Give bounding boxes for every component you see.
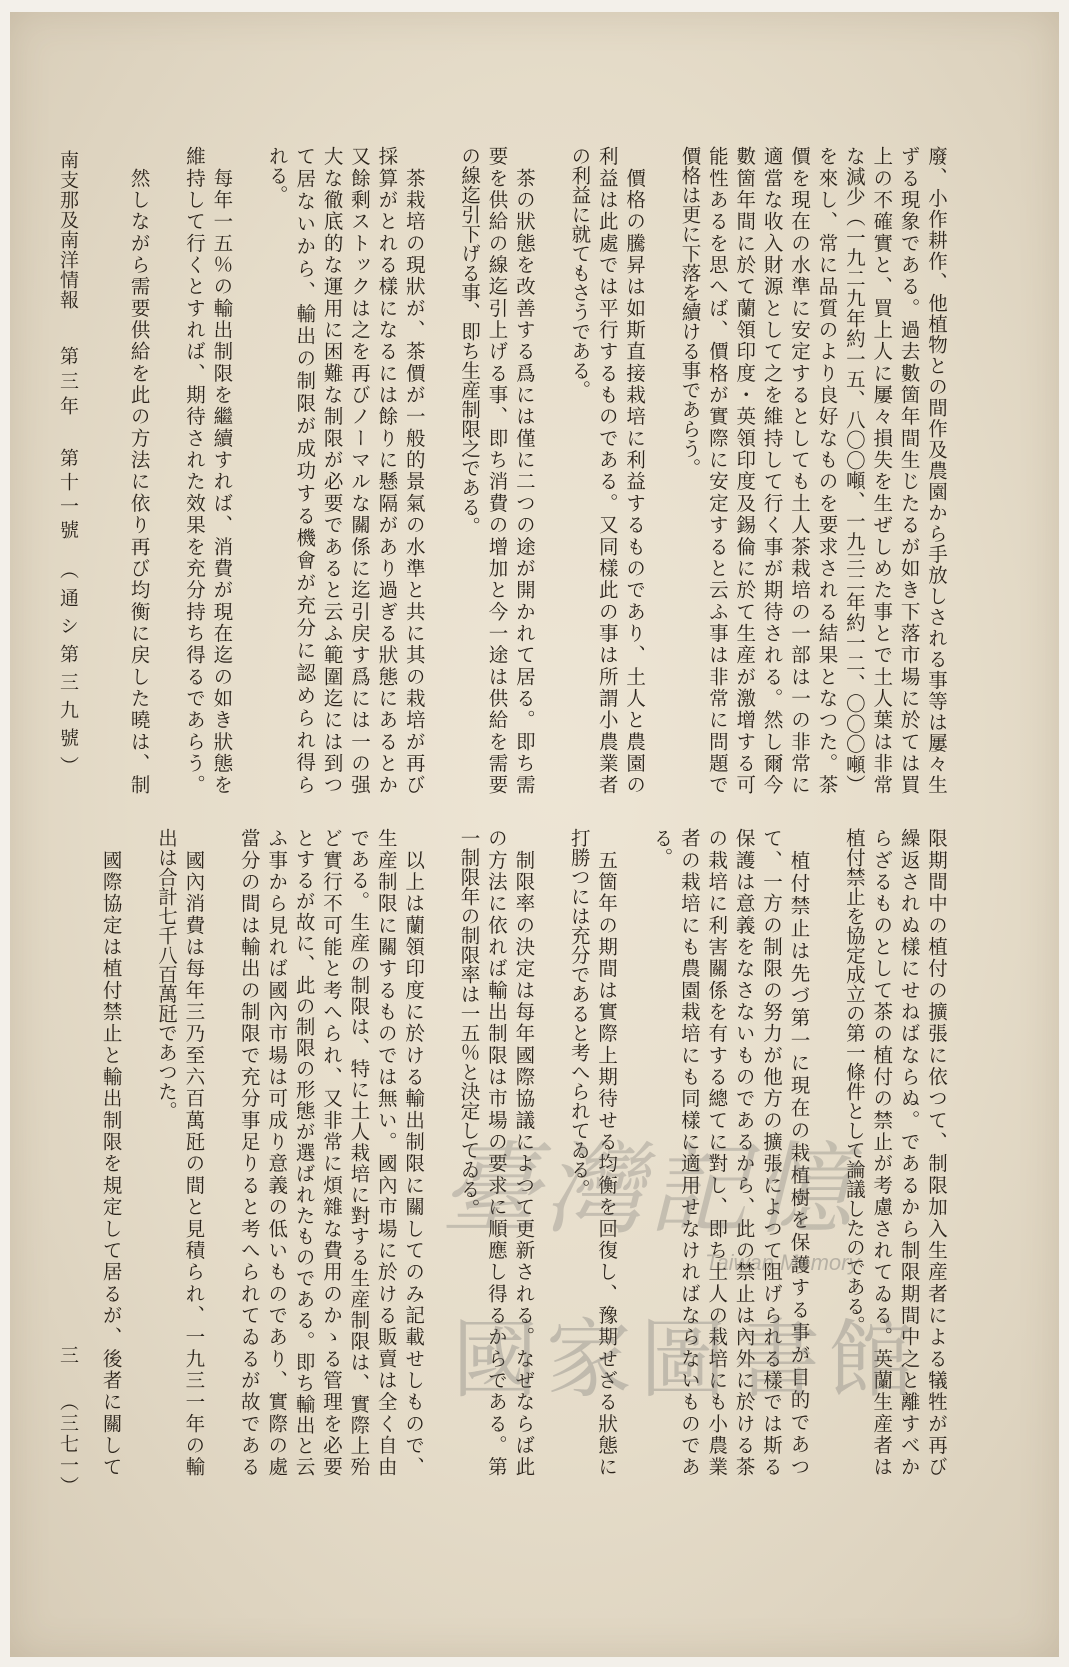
- paragraph: [97, 828, 124, 1476]
- text-line: 大な徹底的な運用に困難な制限が必要であると云ふ範圍迄には到つ: [320, 146, 344, 794]
- text-line: て居ないから、輸出の制限が成功する機會が充分に認められ得ら: [293, 146, 317, 794]
- text-line: 每年一五％の輸出制限を繼續すれば、消費が現在迄の如き狀態を: [210, 146, 234, 794]
- text-line: 保護は意義をなさないものであるから、此の禁止は內外に於ける茶: [732, 828, 756, 1476]
- text-line: 國際協定は植付禁止と輸出制限を規定して居るが、後者に關して: [99, 828, 123, 1476]
- text-line: 價格は更に下落を續ける事であらう。: [678, 146, 702, 478]
- lower-text-block: [97, 828, 950, 1476]
- text-line: 價格の騰昇は如斯直接栽培に利益するものであり、土人と農園の: [623, 146, 647, 794]
- text-line: 出は合計七千八百萬瓩であつた。: [155, 828, 179, 1121]
- text-line: 五箇年の期間は實際上期待せる均衡を回復し、豫期せざる狀態に: [595, 828, 619, 1476]
- volume-label: 第三年: [57, 346, 79, 421]
- paragraph: [125, 146, 152, 794]
- text-line: 植付禁止は先づ第一に現在の栽植樹を保護する事が目的であつ: [787, 828, 811, 1476]
- text-line: 採算がとれる樣になるには餘りに懸隔があり過ぎる狀態にあるとか: [375, 146, 399, 794]
- paragraph: [153, 828, 208, 1476]
- paragraph: [235, 828, 427, 1476]
- text-line: 利益は此處では平行するものである。又同樣此の事は所謂小農業者: [595, 146, 619, 794]
- paragraph: [565, 828, 620, 1476]
- text-line: 國內消費は每年三乃至六百萬瓩の間と見積られ、一九三一年の輸: [182, 828, 206, 1476]
- watermark-institution: 國家圖書館: [452, 1310, 922, 1410]
- text-line: 茶の狀態を改善する爲には僅に二つの途が開かれて居る。即ち需: [512, 146, 536, 794]
- paragraph: [676, 146, 950, 794]
- paragraph: [648, 828, 812, 1476]
- paragraph: [455, 828, 537, 1476]
- text-line: 要を供給の線迄引上げる事、即ち消費の增加と今一途は供給を需要: [485, 146, 509, 794]
- text-line: 廢、小作耕作、他植物との間作及農園から手放しされる事等は屢々生: [925, 146, 948, 794]
- text-line: ど實行不可能と考へられ、又非常に煩雜な費用のかゝる管理を必要: [319, 828, 343, 1476]
- text-line: らざるものとして茶の植付の禁止が考慮されてゐる。英蘭生産者は: [870, 828, 894, 1476]
- page-number: 三: [57, 1345, 79, 1364]
- text-line: 價を現在の水準に安定するとしても土人茶栽培の一部は一の非常に: [788, 146, 812, 794]
- text-line: 生産制限に關するものでは無い。國內市場に於ける販賣は全く自由: [374, 828, 398, 1476]
- journal-title: 南支那及南洋情報: [57, 150, 79, 310]
- text-line: 又餘剩ストックは之を再びノーマルな關係に迄引戻す爲には一の强: [347, 146, 371, 794]
- upper-text-block: [125, 146, 950, 794]
- text-line: を來し、常に品質のより良好なものを要求される結果となつた。茶: [815, 146, 839, 794]
- text-line: 以上は蘭領印度に於ける輸出制限に關してのみ記載せしもので、: [402, 828, 426, 1476]
- text-line: 能性あるを思へば、價格が實際に安定すると云ふ事は非常に問題で: [705, 146, 729, 794]
- text-line: 打勝つには充分であると考へられてゐる。: [567, 828, 591, 1199]
- text-line: な減少（一九二九年約一五、八〇〇噸、一九三二年約一二、〇〇〇噸）: [842, 146, 866, 794]
- text-line: 一制限年の制限率は一五％と決定してゐる。: [457, 828, 481, 1218]
- text-line: て、一方の制限の努力が他方の擴張によつて阻げられる樣では斯る: [760, 828, 784, 1476]
- text-line: 制限率の決定は每年國際協議によつて更新される。なぜならば此: [512, 828, 536, 1476]
- paragraph: [840, 828, 950, 1476]
- paragraph: [263, 146, 427, 794]
- cumulative-issue-label: （通シ第三九號）: [57, 560, 79, 784]
- text-line: 者の栽培にも農園栽培にも同樣に適用せなければならないものであ: [677, 828, 701, 1476]
- text-line: 當分の間は輸出の制限で充分事足りると考へられてゐるが故である: [237, 828, 261, 1476]
- text-line: ふ事から見れば國內市場は可成り意義の低いものであり、實際の處: [265, 828, 289, 1476]
- text-line: 維持して行くとすれば、期待された效果を充分持ち得るであらう。: [183, 146, 207, 794]
- text-line: ずる現象である。過去數箇年間生じたるが如き下落市場に於ては買: [897, 146, 921, 794]
- text-line: れる。: [265, 146, 289, 205]
- text-line: 茶栽培の現狀が、茶價が一般的景氣の水準と共に其の栽培が再び: [402, 146, 426, 794]
- text-line: の利益に就てもさうである。: [568, 146, 592, 400]
- text-line: 植付禁止を協定成立の第一條件として論議したのである。: [842, 828, 866, 1335]
- watermark-latin-text: Taiwan Memory: [705, 1250, 860, 1275]
- text-line: とするが故に、此の制限の形態が選ばれたものである。即ち輸出と云: [292, 828, 316, 1476]
- paragraph: [181, 146, 236, 794]
- text-line: の栽培に利害關係を有する總てに對し、即ち土人の栽培にも小農業: [705, 828, 729, 1476]
- text-line: る。: [650, 828, 674, 867]
- text-line: 適當な收入財源として之を維持して行く事が期待される。然し爾今: [760, 146, 784, 794]
- text-line: である。生産の制限は、特に土人栽培に對する生産制限は、實際上殆: [347, 828, 371, 1476]
- issue-label: 第十一號: [57, 448, 79, 544]
- text-line: 限期間中の植付の擴張に依つて、制限加入生産者による犠牲が再び: [925, 828, 948, 1476]
- text-line: の方法に依れば輸出制限は市場の要求に順應し得るからである。第: [484, 828, 508, 1476]
- cumulative-page-number: （三七一）: [57, 1392, 79, 1497]
- text-line: 數箇年間に於て蘭領印度・英領印度及錫倫に於て生産が激增する可: [733, 146, 757, 794]
- watermark-logo: 臺灣記憶: [440, 1131, 856, 1248]
- paragraph: [566, 146, 648, 794]
- text-line: 繰返されぬ樣にせねばならぬ。であるから制限期間中之と離すべか: [897, 828, 921, 1476]
- text-line: 上の不確實と、買上人に屢々損失を生ぜしめた事とで土人葉は非常: [870, 146, 894, 794]
- text-line: の線迄引下げる事、即ち生産制限之である。: [458, 146, 482, 536]
- paragraph: [456, 146, 538, 794]
- text-line: 然しながら需要供給を此の方法に依り再び均衡に戻した曉は、制: [127, 146, 151, 794]
